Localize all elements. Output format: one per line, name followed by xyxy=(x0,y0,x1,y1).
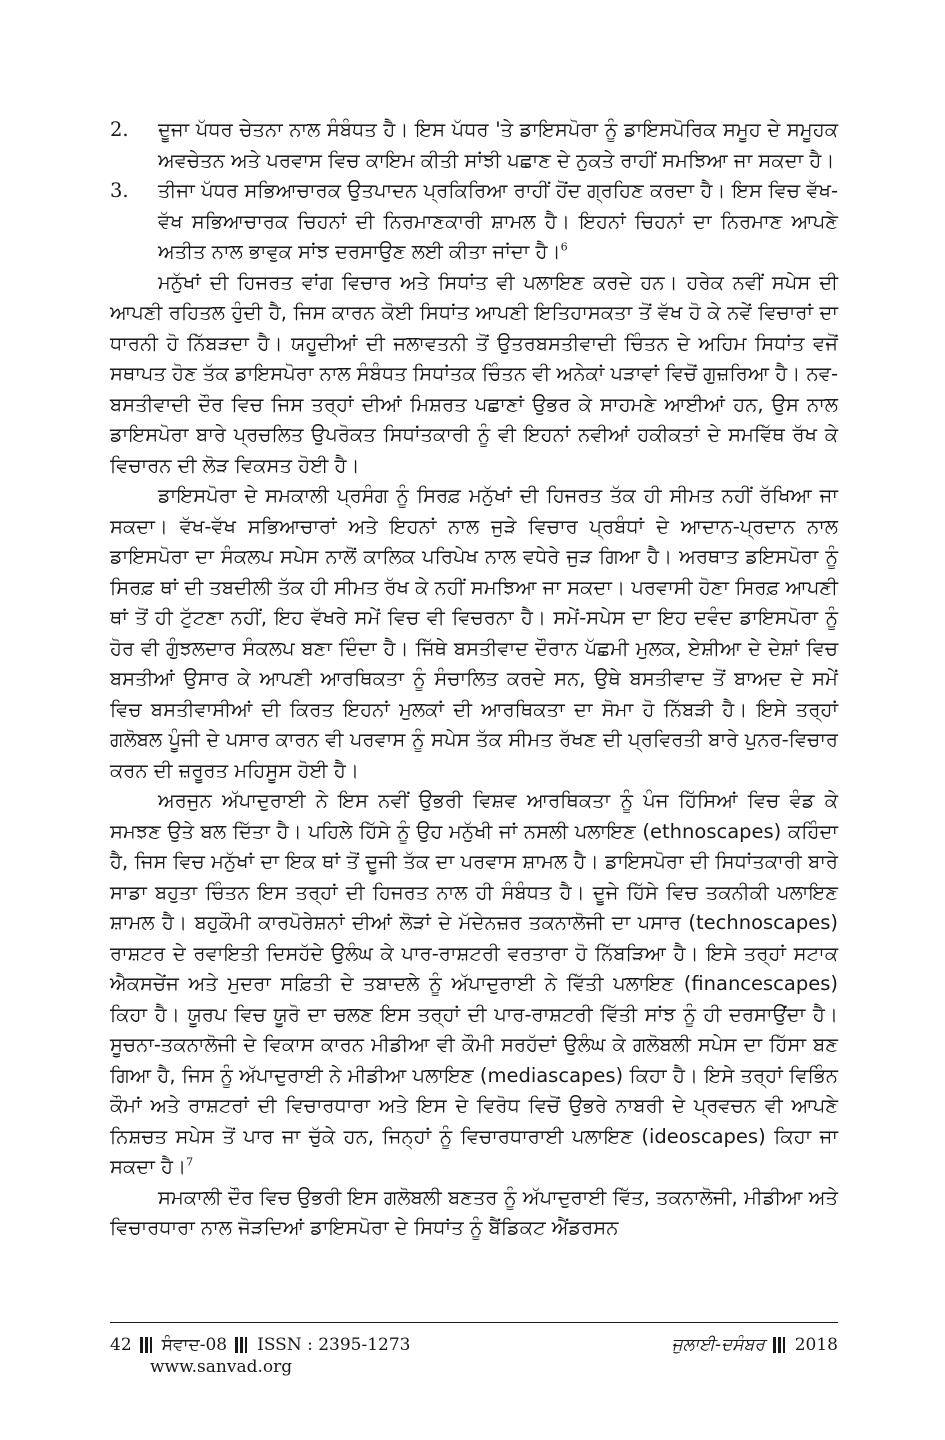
footer-row xyxy=(110,1323,838,1355)
footnote-marker: 6 xyxy=(560,240,568,254)
paragraph: ਡਾਇਸਪੋਰਾ ਦੇ ਸਮਕਾਲੀ ਪ੍ਰਸੰਗ ਨੂੰ ਸਿਰਫ਼ ਮਨੁੱਖਾਂ ਦੀ ਹਿਜਰਤ ਤੱਕ ਹੀ ਸੀਮਤ ਨਹੀਂ ਰੱਖਿਆ ਜਾ ਸਕਦਾ। ਵੱਖ-ਵੱਖ ਸਭਿਆਚਾਰਾਂ ਅਤੇ ਇਹਨਾਂ ਨਾਲ ਜੁੜੇ ਵਿਚਾਰ ਪ੍ਰਬੰਧਾਂ ਦੇ ਆਦਾਨ-ਪ੍ਰਦਾਨ ਨਾਲ ਡਾਇਸਪੋਰਾ ਦਾ ਸੰਕਲਪ ਸਪੇਸ ਨਾਲੋਂ ਕਾਲਿਕ ਪਰਿਪੇਖ ਨਾਲ ਵਧੇਰੇ ਜੁੜ ਗਿਆ ਹੈ। ਅਰਥਾਤ ਡਇਸਪੋਰਾ ਨੂੰ ਸਿਰਫ਼ ਥਾਂ ਦੀ ਤਬਦੀਲੀ ਤੱਕ ਹੀ ਸੀਮਤ ਰੱਖ ਕੇ ਨਹੀਂ ਸਮਝਿਆ ਜਾ ਸਕਦਾ। ਪਰਵਾਸੀ ਹੋਣਾ ਸਿਰਫ਼ ਆਪਣੀ ਥਾਂ ਤੋਂ ਹੀ ਟੁੱਟਣਾ ਨਹੀਂ, ਇਹ ਵੱਖਰੇ ਸਮੇਂ ਵਿਚ ਵੀ ਵਿਚਰਨਾ ਹੈ। ਸਮੇਂ-ਸਪੇਸ ਦਾ ਇਹ ਦਵੰਦ ਡਾਇਸਪੋਰਾ ਨੂੰ ਹੋਰ ਵੀ ਗੁੰਝਲਦਾਰ ਸੰਕਲਪ ਬਣਾ ਦਿੰਦਾ ਹੈ। ਜਿੱਥੇ ਬਸਤੀਵਾਦ ਦੌਰਾਨ ਪੱਛਮੀ ਮੁਲਕ, ਏਸ਼ੀਆ ਦੇ ਦੇਸ਼ਾਂ ਵਿਚ ਬਸਤੀਆਂ ਉਸਾਰ ਕੇ ਆਪਣੀ ਆਰਥਿਕਤਾ ਨੂੰ ਸੰਚਾਲਿਤ ਕਰਦੇ ਸਨ, ਉਥੇ ਬਸਤੀਵਾਦ ਤੋਂ ਬਾਅਦ ਦੇ ਸਮੇਂ ਵਿਚ ਬਸਤੀਵਾਸੀਆਂ ਦੀ ਕਿਰਤ ਇਹਨਾਂ ਮੁਲਕਾਂ ਦੀ ਆਰਥਿਕਤਾ ਦਾ ਸੋਮਾ ਹੋ ਨਿੱਬੜੀ ਹੈ। ਇਸੇ ਤਰ੍ਹਾਂ ਗਲੋਬਲ ਪੂੰਜੀ ਦੇ ਪਸਾਰ ਕਾਰਨ ਵੀ ਪਰਵਾਸ ਨੂੰ ਸਪੇਸ ਤੱਕ ਸੀਮਤ ਰੱਖਣ ਦੀ ਪ੍ਰਵਿਰਤੀ ਬਾਰੇ ਪੁਨਰ-ਵਿਚਾਰ ਕਰਨ ਦੀ ਜ਼ਰੂਰਤ ਮਹਿਸੂਸ ਹੋਈ ਹੈ। xyxy=(110,484,838,782)
item-number: 3. xyxy=(110,179,129,202)
item-number: 2. xyxy=(110,118,129,141)
page-number: 42 xyxy=(110,1335,132,1355)
journal-name: ਸੰਵਾਦ-08 xyxy=(161,1335,228,1355)
item-text: ਤੀਜਾ ਪੱਧਰ ਸਭਿਆਚਾਰਕ ਉਤਪਾਦਨ ਪ੍ਰਕਿਰਿਆ ਰਾਹੀਂ ਹੋਂਦ ਗ੍ਰਹਿਣ ਕਰਦਾ ਹੈ। ਇਸ ਵਿਚ ਵੱਖ-ਵੱਖ ਸਭਿਆਚਾਰਕ ਚਿਹਨਾਂ ਦੀ ਨਿਰਮਾਣਕਾਰੀ ਸ਼ਾਮਲ ਹੈ। ਇਹਨਾਂ ਚਿਹਨਾਂ ਦਾ ਨਿਰਮਾਣ ਆਪਣੇ ਅਤੀਤ ਨਾਲ ਭਾਵੁਕ ਸਾਂਝ ਦਰਸਾਉਣ ਲਈ ਕੀਤਾ ਜਾਂਦਾ ਹੈ। xyxy=(158,179,838,263)
footnote-marker: 7 xyxy=(186,1155,194,1169)
paragraph: ਮਨੁੱਖਾਂ ਦੀ ਹਿਜਰਤ ਵਾਂਗ ਵਿਚਾਰ ਅਤੇ ਸਿਧਾਂਤ ਵੀ ਪਲਾਇਣ ਕਰਦੇ ਹਨ। ਹਰੇਕ ਨਵੀਂ ਸਪੇਸ ਦੀ ਆਪਣੀ ਰਹਿਤਲ ਹੁੰਦੀ ਹੈ, ਜਿਸ ਕਾਰਨ ਕੋਈ ਸਿਧਾਂਤ ਆਪਣੀ ਇਤਿਹਾਸਕਤਾ ਤੋਂ ਵੱਖ ਹੋ ਕੇ ਨਵੇਂ ਵਿਚਾਰਾਂ ਦਾ ਧਾਰਨੀ ਹੋ ਨਿੱਬੜਦਾ ਹੈ। ਯਹੂਦੀਆਂ ਦੀ ਜਲਾਵਤਨੀ ਤੋਂ ਉਤਰਬਸਤੀਵਾਦੀ ਚਿੰਤਨ ਦੇ ਅਹਿਮ ਸਿਧਾਂਤ ਵਜੋਂ ਸਥਾਪਤ ਹੋਣ ਤੱਕ ਡਾਇਸਪੋਰਾ ਨਾਲ ਸੰਬੰਧਤ ਸਿਧਾਂਤਕ ਚਿੰਤਨ ਵੀ ਅਨੇਕਾਂ ਪੜਾਵਾਂ ਵਿਚੋਂ ਗੁਜ਼ਰਿਆ ਹੈ। ਨਵ-ਬਸਤੀਵਾਦੀ ਦੌਰ ਵਿਚ ਜਿਸ ਤਰ੍ਹਾਂ ਦੀਆਂ ਮਿਸ਼ਰਤ ਪਛਾਣਾਂ ਉਭਰ ਕੇ ਸਾਹਮਣੇ ਆਈਆਂ ਹਨ, ਉਸ ਨਾਲ ਡਾਇਸਪੋਰਾ ਬਾਰੇ ਪ੍ਰਚਲਿਤ ਉਪਰੋਕਤ ਸਿਧਾਂਤਕਾਰੀ ਨੂੰ ਵੀ ਇਹਨਾਂ ਨਵੀਆਂ ਹਕੀਕਤਾਂ ਦੇ ਸਮਵਿੱਥ ਰੱਖ ਕੇ ਵਿਚਾਰਨ ਦੀ ਲੋੜ ਵਿਕਸਤ ਹੋਈ ਹੈ। xyxy=(110,270,838,477)
paragraph-with-footnote xyxy=(110,786,838,1183)
page-footer xyxy=(110,1322,838,1377)
issue-period: ਜੁਲਾਈ-ਦਸੰਬਰ xyxy=(671,1335,765,1355)
item-text-with-footnote xyxy=(158,176,838,268)
separator-bars-icon xyxy=(235,1337,249,1353)
numbered-item-2 xyxy=(110,115,838,176)
issue-year: 2018 xyxy=(794,1335,838,1355)
footer-left xyxy=(110,1335,411,1355)
website-url: www.sanvad.org xyxy=(150,1357,293,1377)
paragraph-text: ਅਰਜੁਨ ਅੱਪਾਦੁਰਾਈ ਨੇ ਇਸ ਨਵੀਂ ਉਭਰੀ ਵਿਸ਼ਵ ਆਰਥਿਕਤਾ ਨੂੰ ਪੰਜ ਹਿੱਸਿਆਂ ਵਿਚ ਵੰਡ ਕੇ ਸਮਝਣ ਉਤੇ ਬਲ ਦਿੱਤਾ ਹੈ। ਪਹਿਲੇ ਹਿੱਸੇ ਨੂੰ ਉਹ ਮਨੁੱਖੀ ਜਾਂ ਨਸਲੀ ਪਲਾਇਣ (ethnoscapes) ਕਹਿੰਦਾ ਹੈ, ਜਿਸ ਵਿਚ ਮਨੁੱਖਾਂ ਦਾ ਇਕ ਥਾਂ ਤੋਂ ਦੂਜੀ ਤੱਕ ਦਾ ਪਰਵਾਸ ਸ਼ਾਮਲ ਹੈ। ਡਾਇਸਪੋਰਾ ਦੀ ਸਿਧਾਂਤਕਾਰੀ ਬਾਰੇ ਸਾਡਾ ਬਹੁਤਾ ਚਿੰਤਨ ਇਸ ਤਰ੍ਹਾਂ ਦੀ ਹਿਜਰਤ ਨਾਲ ਹੀ ਸੰਬੰਧਤ ਹੈ। ਦੂਜੇ ਹਿੱਸੇ ਵਿਚ ਤਕਨੀਕੀ ਪਲਾਇਣ ਸ਼ਾਮਲ ਹੈ। ਬਹੁਕੌਮੀ ਕਾਰਪੋਰੇਸ਼ਨਾਂ ਦੀਆਂ ਲੋੜਾਂ ਦੇ ਮੱਦੇਨਜ਼ਰ ਤਕਨਾਲੋਜੀ ਦਾ ਪਸਾਰ (technoscapes) ਰਾਸ਼ਟਰ ਦੇ ਰਵਾਇਤੀ ਦਿਸਹੱਦੇ ਉਲੰਘ ਕੇ ਪਾਰ-ਰਾਸ਼ਟਰੀ ਵਰਤਾਰਾ ਹੋ ਨਿੱਬੜਿਆ ਹੈ। ਇਸੇ ਤਰ੍ਹਾਂ ਸਟਾਕ ਐਕਸਚੇਂਜ ਅਤੇ ਮੁਦਰਾ ਸਫ਼ਿਤੀ ਦੇ ਤਬਾਦਲੇ ਨੂੰ ਅੱਪਾਦੁਰਾਈ ਨੇ ਵਿੱਤੀ ਪਲਾਇਣ (financescapes) ਕਿਹਾ ਹੈ। ਯੂਰਪ ਵਿਚ ਯੂਰੋ ਦਾ ਚਲਣ ਇਸ ਤਰ੍ਹਾਂ ਦੀ ਪਾਰ-ਰਾਸ਼ਟਰੀ ਵਿੱਤੀ ਸਾਂਝ ਨੂੰ ਹੀ ਦਰਸਾਉਂਦਾ ਹੈ। ਸੂਚਨਾ-ਤਕਨਾਲੋਜੀ ਦੇ ਵਿਕਾਸ ਕਾਰਨ ਮੀਡੀਆ ਵੀ ਕੌਮੀ ਸਰਹੱਦਾਂ ਉਲੰਘ ਕੇ ਗਲੋਬਲੀ ਸਪੇਸ ਦਾ ਹਿੱਸਾ ਬਣ ਗਿਆ ਹੈ, ਜਿਸ ਨੂੰ ਅੱਪਾਦੁਰਾਈ ਨੇ ਮੀਡੀਆ ਪਲਾਇਣ (mediascapes) ਕਿਹਾ ਹੈ। ਇਸੇ ਤਰ੍ਹਾਂ ਵਿਭਿੰਨ ਕੌਮਾਂ ਅਤੇ ਰਾਸ਼ਟਰਾਂ ਦੀ ਵਿਚਾਰਧਾਰਾ ਅਤੇ ਇਸ ਦੇ ਵਿਰੋਧ ਵਿਚੋਂ ਉਭਰੇ ਨਾਬਰੀ ਦੇ ਪ੍ਰਵਚਨ ਵੀ ਆਪਣੇ ਨਿਸ਼ਚਤ ਸਪੇਸ ਤੋਂ ਪਾਰ ਜਾ ਚੁੱਕੇ ਹਨ, ਜਿਨ੍ਹਾਂ ਨੂੰ ਵਿਚਾਰਧਾਰਾਈ ਪਲਾਇਣ (ideoscapes) ਕਿਹਾ ਜਾ ਸਕਦਾ ਹੈ। xyxy=(110,789,838,1178)
numbered-item-3 xyxy=(110,176,838,268)
separator-bars-icon xyxy=(773,1337,787,1353)
separator-bars-icon xyxy=(140,1337,154,1353)
item-text: ਦੂਜਾ ਪੱਧਰ ਚੇਤਨਾ ਨਾਲ ਸੰਬੰਧਤ ਹੈ। ਇਸ ਪੱਧਰ 'ਤੇ ਡਾਇਸਪੋਰਾ ਨੂੰ ਡਾਇਸਪੋਰਿਕ ਸਮੂਹ ਦੇ ਸਮੂਹਕ ਅਵਚੇਤਨ ਅਤੇ ਪਰਵਾਸ ਵਿਚ ਕਾਇਮ ਕੀਤੀ ਸਾਂਝੀ ਪਛਾਣ ਦੇ ਨੁਕਤੇ ਰਾਹੀਂ ਸਮਝਿਆ ਜਾ ਸਕਦਾ ਹੈ। xyxy=(158,118,838,172)
issn: ISSN : 2395-1273 xyxy=(257,1335,411,1355)
page-body xyxy=(110,115,838,1244)
footer-right xyxy=(672,1335,838,1355)
paragraph: ਸਮਕਾਲੀ ਦੌਰ ਵਿਚ ਉਭਰੀ ਇਸ ਗਲੋਬਲੀ ਬਣਤਰ ਨੂੰ ਅੱਪਾਦੁਰਾਈ ਵਿੱਤ, ਤਕਨਾਲੋਜੀ, ਮੀਡੀਆ ਅਤੇ ਵਿਚਾਰਧਾਰਾ ਨਾਲ ਜੋੜਦਿਆਂ ਡਾਇਸਪੋਰਾ ਦੇ ਸਿਧਾਂਤ ਨੂੰ ਬੈਂਡਿਕਟ ਐਂਡਰਸਨ xyxy=(110,1185,838,1239)
